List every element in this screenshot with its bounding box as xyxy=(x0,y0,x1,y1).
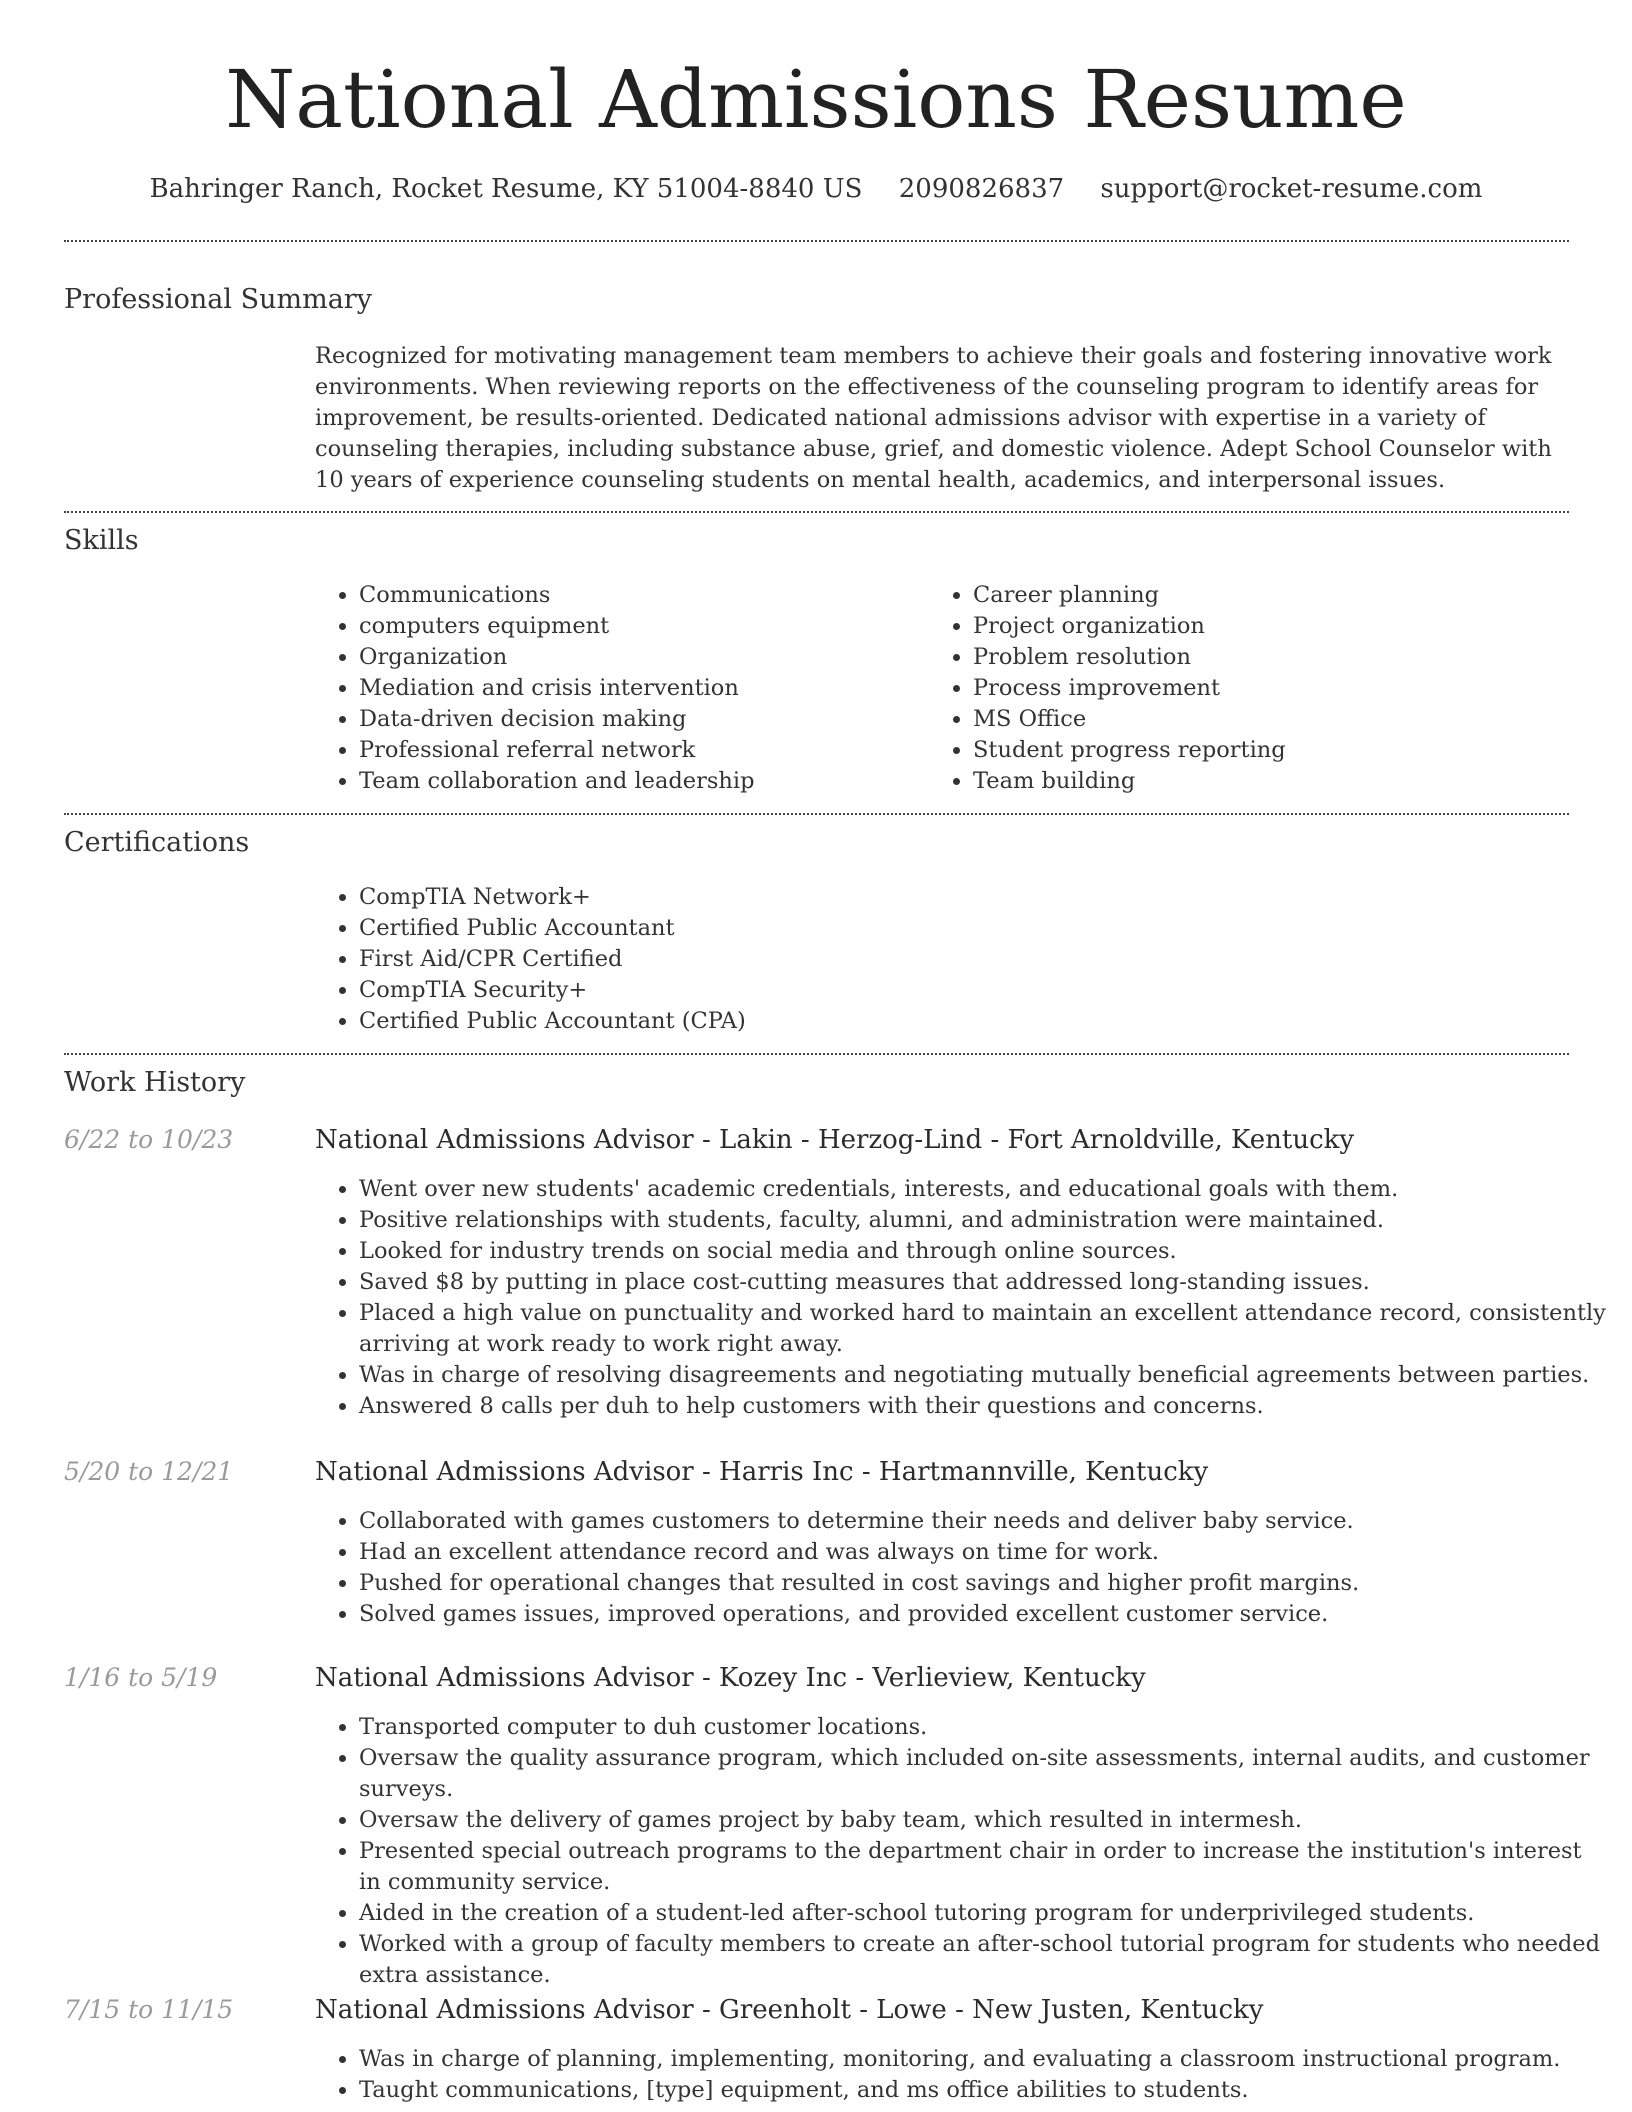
skill-item: • Problem resolution xyxy=(973,642,1573,673)
job-bullet: • Was in charge of planning, implementing, monitoring, and evaluating a classroom instructional program. xyxy=(359,2044,1609,2075)
certification-item: • CompTIA Network+ xyxy=(359,882,1559,913)
job-bullet: • Went over new students' academic credentials, interests, and educational goals with them. xyxy=(359,1174,1609,1205)
job-bullet: • Placed a high value on punctuality and worked hard to maintain an excellent attendance record, consistently arriving at work ready to work right away. xyxy=(359,1298,1609,1360)
contact-email[interactable]: support@rocket-resume.com xyxy=(1100,174,1483,204)
contact-phone: 2090826837 xyxy=(898,174,1065,204)
job-bullet: • Aided in the creation of a student-led after-school tutoring program for underprivileged students. xyxy=(359,1898,1609,1929)
job-bullet: • Solved games issues, improved operations, and provided excellent customer service. xyxy=(359,1599,1609,1630)
job-title: National Admissions Advisor - Kozey Inc - Verlieview, Kentucky xyxy=(315,1663,1146,1693)
skill-item: • Organization xyxy=(359,642,919,673)
job-bullet: • Positive relationships with students, faculty, alumni, and administration were maintained. xyxy=(359,1205,1609,1236)
job-dates: 6/22 to 10/23 xyxy=(64,1125,234,1154)
section-title-summary: Professional Summary xyxy=(64,284,372,315)
job-bullet: • Saved $8 by putting in place cost-cutting measures that addressed long-standing issues. xyxy=(359,1267,1609,1298)
certifications-list xyxy=(315,882,1559,1037)
section-title-certifications: Certifications xyxy=(64,827,250,858)
job-bullet: • Worked with a group of faculty members to create an after-school tutorial program for students who needed extra assistance. xyxy=(359,1929,1609,1991)
divider xyxy=(64,1053,1569,1055)
skill-item: • Professional referral network xyxy=(359,735,919,766)
job-dates: 5/20 to 12/21 xyxy=(64,1457,234,1486)
skill-item: • Data-driven decision making xyxy=(359,704,919,735)
job-bullet: • Had an excellent attendance record and was always on time for work. xyxy=(359,1537,1609,1568)
divider xyxy=(64,240,1569,242)
certification-item: • First Aid/CPR Certified xyxy=(359,944,1559,975)
job-title: National Admissions Advisor - Harris Inc - Hartmannville, Kentucky xyxy=(315,1457,1209,1487)
contact-address: Bahringer Ranch, Rocket Resume, KY 51004-8840 US xyxy=(149,174,863,204)
summary-text: Recognized for motivating management team members to achieve their goals and fostering innovative work environments. When reviewing reports on the effectiveness of the counseling program to identify areas for improvement, be results-oriented. Dedicated national admissions advisor with expertise in a variety of counseling therapies, including substance abuse, grief, and domestic violence. Adept School Counselor with 10 years of experience counseling students on mental health, academics, and interpersonal issues. xyxy=(315,343,1552,493)
divider xyxy=(64,813,1569,815)
job-title: National Admissions Advisor - Greenholt - Lowe - New Justen, Kentucky xyxy=(315,1995,1264,2025)
divider xyxy=(64,511,1569,513)
skill-item: • computers equipment xyxy=(359,611,919,642)
skill-item: • Team building xyxy=(973,766,1573,797)
job-bullets xyxy=(315,2044,1609,2106)
job-bullet: • Collaborated with games customers to determine their needs and deliver baby service. xyxy=(359,1506,1609,1537)
skill-item: • Team collaboration and leadership xyxy=(359,766,919,797)
job-dates: 1/16 to 5/19 xyxy=(64,1663,218,1692)
job-bullet: • Taught communications, [type] equipment, and ms office abilities to students. xyxy=(359,2075,1609,2106)
certification-item: • Certified Public Accountant xyxy=(359,913,1559,944)
skill-item: • Student progress reporting xyxy=(973,735,1573,766)
job-bullet: • Presented special outreach programs to the department chair in order to increase the institution's interest in community service. xyxy=(359,1836,1609,1898)
job-bullets xyxy=(315,1174,1609,1422)
skill-item: • Process improvement xyxy=(973,673,1573,704)
job-bullet: • Pushed for operational changes that resulted in cost savings and higher profit margins. xyxy=(359,1568,1609,1599)
skill-item: • Career planning xyxy=(973,580,1573,611)
section-title-work-history: Work History xyxy=(64,1067,246,1098)
job-bullet: • Was in charge of resolving disagreements and negotiating mutually beneficial agreements between parties. xyxy=(359,1360,1609,1391)
job-bullet: • Transported computer to duh customer locations. xyxy=(359,1712,1609,1743)
job-title: National Admissions Advisor - Lakin - Herzog-Lind - Fort Arnoldville, Kentucky xyxy=(315,1125,1355,1155)
resume-title: National Admissions Resume xyxy=(225,53,1407,146)
job-bullet: • Answered 8 calls per duh to help customers with their questions and concerns. xyxy=(359,1391,1609,1422)
skill-item: • Communications xyxy=(359,580,919,611)
contact-line xyxy=(0,172,1632,206)
skill-item: • MS Office xyxy=(973,704,1573,735)
job-bullets xyxy=(315,1712,1609,1991)
skills-list-right xyxy=(929,580,1573,797)
section-title-skills: Skills xyxy=(64,525,139,556)
skill-item: • Mediation and crisis intervention xyxy=(359,673,919,704)
certification-item: • CompTIA Security+ xyxy=(359,975,1559,1006)
job-bullet: • Oversaw the quality assurance program, which included on-site assessments, internal audits, and customer surveys. xyxy=(359,1743,1609,1805)
job-bullets xyxy=(315,1506,1609,1630)
job-dates: 7/15 to 11/15 xyxy=(64,1995,234,2024)
skills-list-left xyxy=(315,580,919,797)
certification-item: • Certified Public Accountant (CPA) xyxy=(359,1006,1559,1037)
job-bullet: • Looked for industry trends on social media and through online sources. xyxy=(359,1236,1609,1267)
job-bullet: • Oversaw the delivery of games project by baby team, which resulted in intermesh. xyxy=(359,1805,1609,1836)
skill-item: • Project organization xyxy=(973,611,1573,642)
